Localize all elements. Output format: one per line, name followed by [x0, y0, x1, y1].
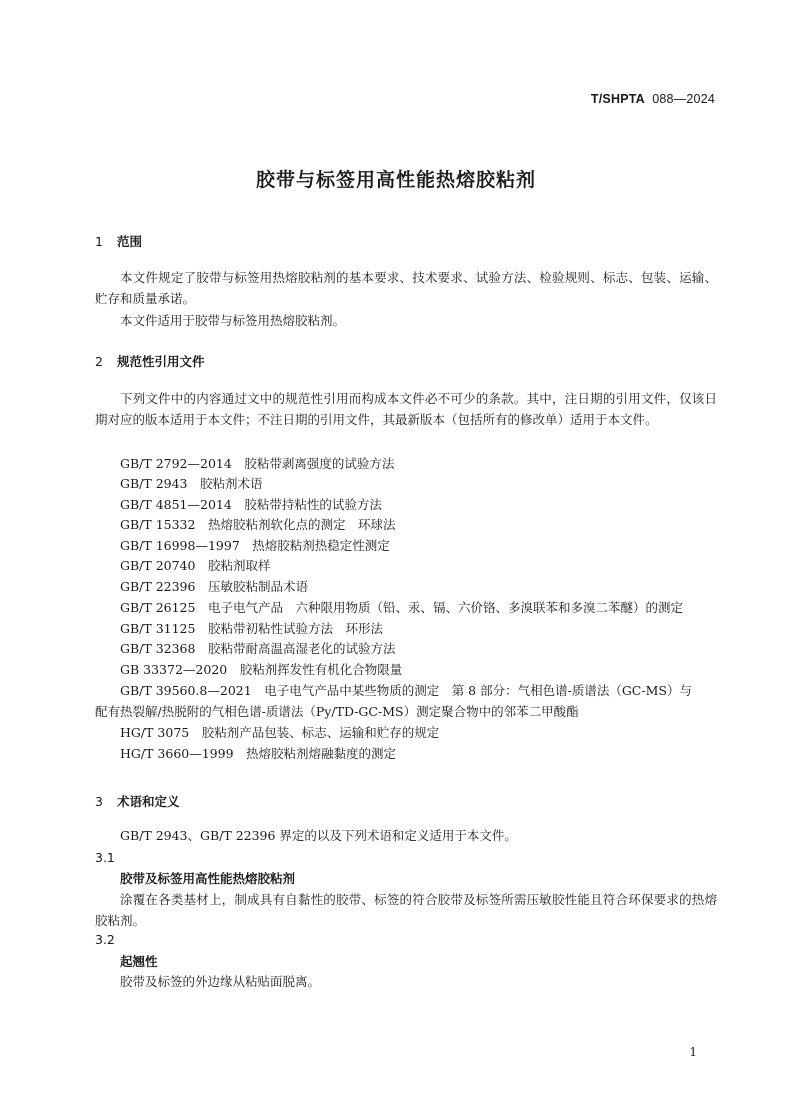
- term-title: 胶带及标签用高性能热熔胶粘剂: [120, 871, 296, 886]
- reference-item: GB/T 22396 压敏胶粘制品术语: [120, 579, 308, 594]
- section-number: 1: [95, 234, 103, 249]
- term-definition: 胶带及标签的外边缘从粘贴面脱离。: [120, 974, 321, 989]
- document-code-prefix: T/SHPTA: [590, 92, 645, 106]
- section-3-heading: [95, 792, 180, 810]
- document-code-number: 088—2024: [652, 92, 715, 106]
- reference-item: GB/T 16998—1997 热熔胶粘剂热稳定性测定: [120, 538, 390, 553]
- section-1-heading: [95, 232, 142, 250]
- section-title: 术语和定义: [117, 794, 180, 809]
- reference-item: GB/T 2943 胶粘剂术语: [120, 476, 263, 491]
- term-number: 3.2: [95, 932, 115, 947]
- document-title: 胶带与标签用高性能热熔胶粘剂: [255, 169, 536, 191]
- reference-item: HG/T 3075 胶粘剂产品包装、标志、运输和贮存的规定: [120, 725, 440, 740]
- reference-item: GB/T 31125 胶粘带初粘性试验方法 环形法: [120, 621, 383, 636]
- reference-item: GB/T 15332 热熔胶粘剂软化点的测定 环球法: [120, 517, 396, 532]
- section-2-heading: [95, 352, 205, 370]
- reference-item: GB/T 26125 电子电气产品 六种限用物质（铅、汞、镉、六价铬、多溴联苯和多溴二苯醚）的测定: [120, 600, 683, 615]
- scope-paragraph-1: 本文件规定了胶带与标签用热熔胶粘剂的基本要求、技术要求、试验方法、检验规则、标志、包装、运输、贮存和质量承诺。: [95, 270, 717, 306]
- section-title: 范围: [117, 234, 143, 249]
- section-number: 3: [95, 794, 103, 809]
- reference-item: HG/T 3660—1999 热熔胶粘剂熔融黏度的测定: [120, 746, 397, 761]
- section-number: 2: [95, 354, 103, 369]
- page-number: 1: [689, 1045, 697, 1059]
- section-title: 规范性引用文件: [117, 354, 205, 369]
- references-intro: 下列文件中的内容通过文中的规范性引用而构成本文件必不可少的条款。其中，注日期的引用文件，仅该日期对应的版本适用于本文件；不注日期的引用文件，其最新版本（包括所有的修改单）适用于本文件。: [95, 391, 717, 427]
- term-definition: 涂覆在各类基材上，制成具有自黏性的胶带、标签的符合胶带及标签所需压敏胶性能且符合环保要求的热熔胶粘剂。: [95, 892, 717, 928]
- document-code: [591, 92, 715, 106]
- reference-item: GB/T 32368 胶粘带耐高温高湿老化的试验方法: [120, 641, 396, 656]
- term-title: 起翘性: [120, 954, 158, 969]
- reference-item: GB/T 4851—2014 胶粘带持粘性的试验方法: [120, 497, 382, 512]
- reference-item-continued: 配有热裂解/热脱附的气相色谱-质谱法（Py/TD-GC-MS）测定聚合物中的邻苯二甲酸酯: [95, 704, 579, 719]
- reference-item: GB 33372—2020 胶粘剂挥发性有机化合物限量: [120, 662, 403, 677]
- reference-item: GB/T 20740 胶粘剂取样: [120, 558, 271, 573]
- terms-intro: GB/T 2943、GB/T 22396 界定的以及下列术语和定义适用于本文件。: [120, 828, 517, 843]
- reference-item: GB/T 2792—2014 胶粘带剥离强度的试验方法: [120, 456, 395, 471]
- reference-item: GB/T 39560.8—2021 电子电气产品中某些物质的测定 第 8 部分：气相色谱-质谱法（GC-MS）与: [120, 683, 692, 698]
- scope-paragraph-2: 本文件适用于胶带与标签用热熔胶粘剂。: [120, 313, 346, 328]
- term-number: 3.1: [95, 850, 115, 865]
